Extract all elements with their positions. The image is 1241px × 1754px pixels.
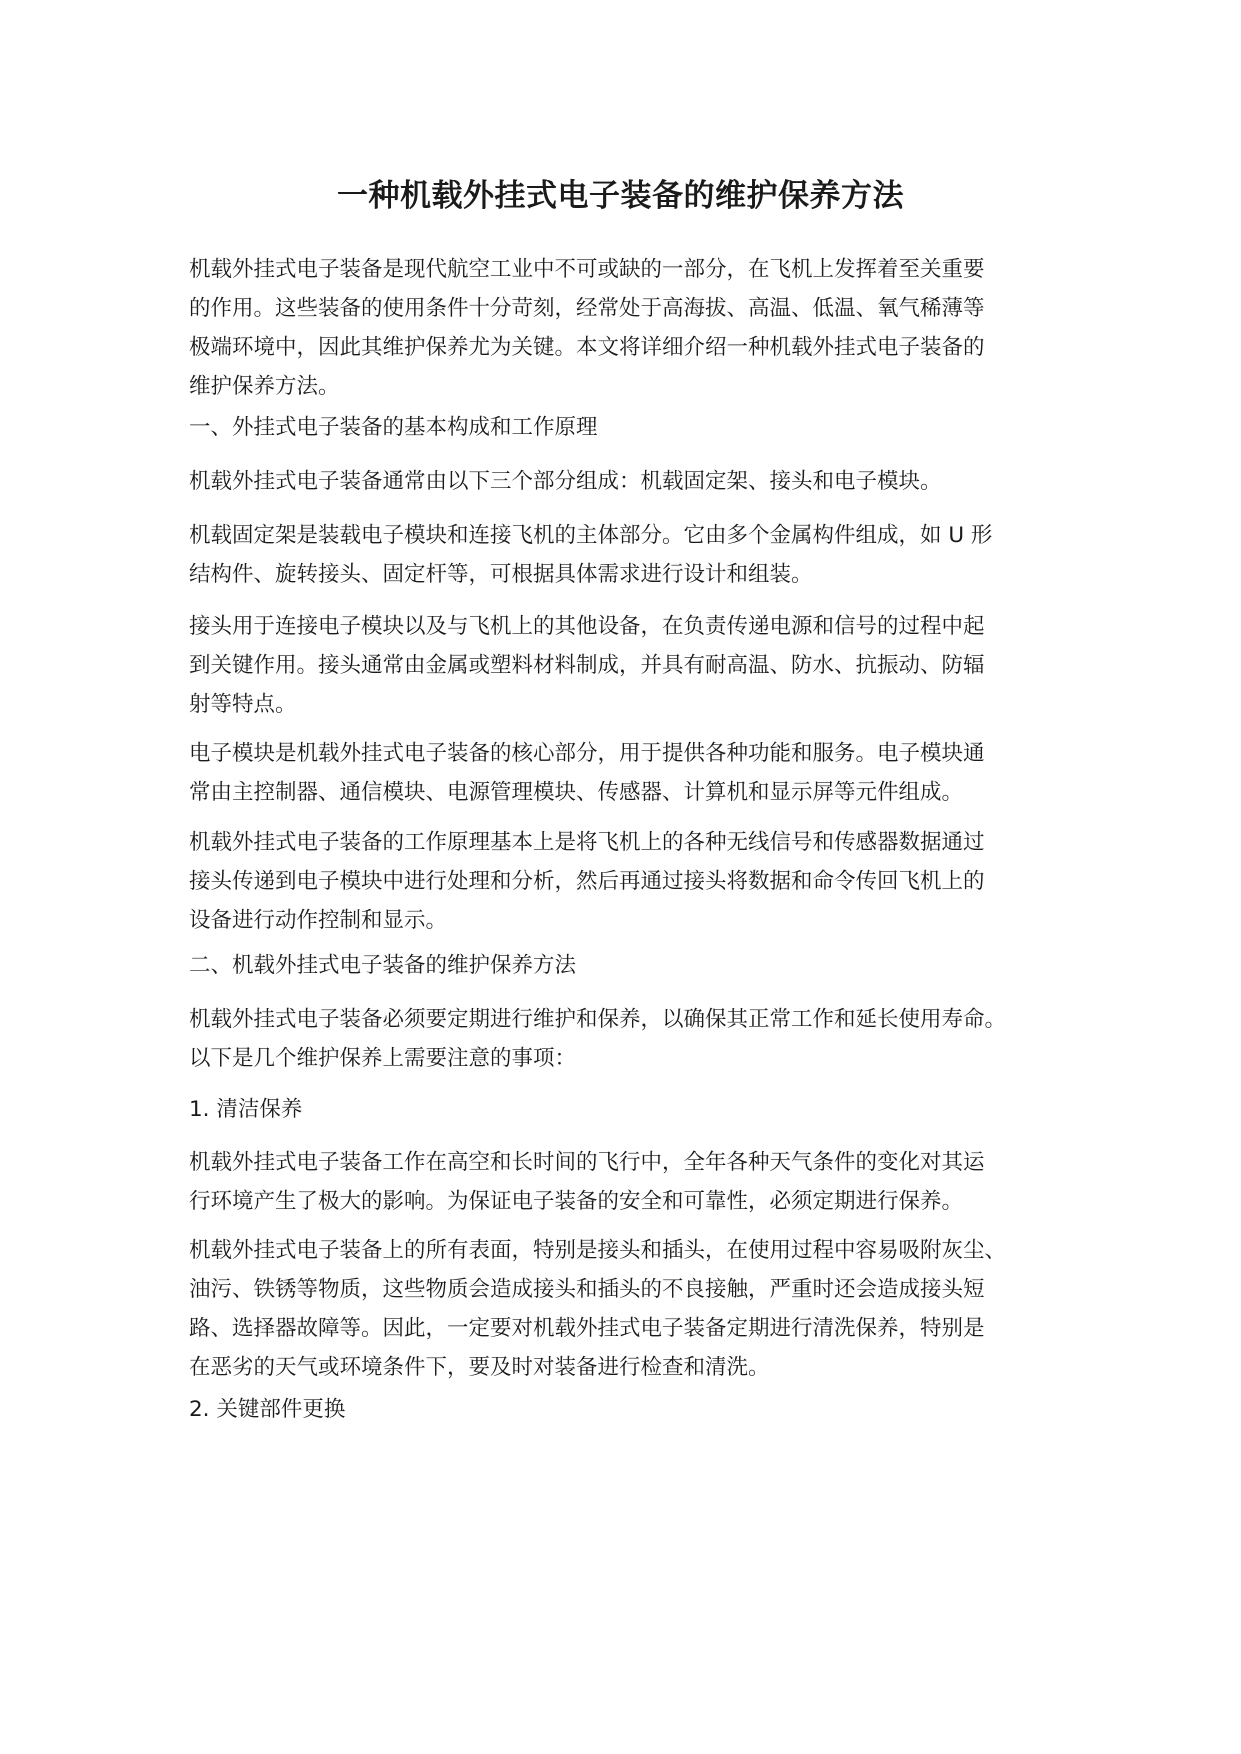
working-principle-paragraph: 机载外挂式电子装备的工作原理基本上是将飞机上的各种无线信号和传感器数据通过 接头传递到电子模块中进行处理和分析，然后再通过接头将数据和命令传回飞机上的 设备进行动作控制和显示。 <box>189 830 985 933</box>
maintenance-intro-paragraph: 机载外挂式电子装备必须要定期进行维护和保养，以确保其正常工作和延长使用寿命。 以下是几个维护保养上需要注意的事项： <box>189 1007 1007 1071</box>
document-title: 一种机载外挂式电子装备的维护保养方法 <box>337 178 904 214</box>
composition-paragraph: 机载外挂式电子装备通常由以下三个部分组成：机载固定架、接头和电子模块。 <box>189 469 942 494</box>
section-heading-1: 一、外挂式电子装备的基本构成和工作原理 <box>189 415 598 440</box>
section-heading-2: 二、机载外挂式电子装备的维护保养方法 <box>189 953 577 978</box>
connector-paragraph: 接头用于连接电子模块以及与飞机上的其他设备，在负责传递电源和信号的过程中起 到关键作用。接头通常由金属或塑料材料制成，并具有耐高温、防水、抗振动、防辐 射等特点。 <box>189 614 985 717</box>
mount-frame-paragraph: 机载固定架是装载电子模块和连接飞机的主体部分。它由多个金属构件组成，如 U 形 结构件、旋转接头、固定杆等，可根据具体需求进行设计和组装。 <box>189 523 993 587</box>
electronic-module-paragraph: 电子模块是机载外挂式电子装备的核心部分，用于提供各种功能和服务。电子模块通 常由主控制器、通信模块、电源管理模块、传感器、计算机和显示屏等元件组成。 <box>189 741 985 805</box>
cleaning-paragraph-2: 机载外挂式电子装备上的所有表面，特别是接头和插头，在使用过程中容易吸附灰尘、 油污、铁锈等物质，这些物质会造成接头和插头的不良接触，严重时还会造成接头短 路、选择器故障等。因此，一定要对机载外挂式电子装备定期进行清洗保养，特别是 在恶劣的天气或环境条件下，要及时对装备进行检查和清洗。 <box>189 1238 1007 1380</box>
cleaning-paragraph-1: 机载外挂式电子装备工作在高空和长时间的飞行中，全年各种天气条件的变化对其运 行环境产生了极大的影响。为保证电子装备的安全和可靠性，必须定期进行保养。 <box>189 1150 985 1214</box>
subsection-heading-parts-replacement: 2. 关键部件更换 <box>189 1397 346 1422</box>
intro-paragraph: 机载外挂式电子装备是现代航空工业中不可或缺的一部分，在飞机上发挥着至关重要 的作用。这些装备的使用条件十分苛刻，经常处于高海拔、高温、低温、氧气稀薄等 极端环境中，因此其维护保养尤为关键。本文将详细介绍一种机载外挂式电子装备的 维护保养方法。 <box>189 257 985 399</box>
subsection-heading-cleaning: 1. 清洁保养 <box>189 1097 303 1122</box>
